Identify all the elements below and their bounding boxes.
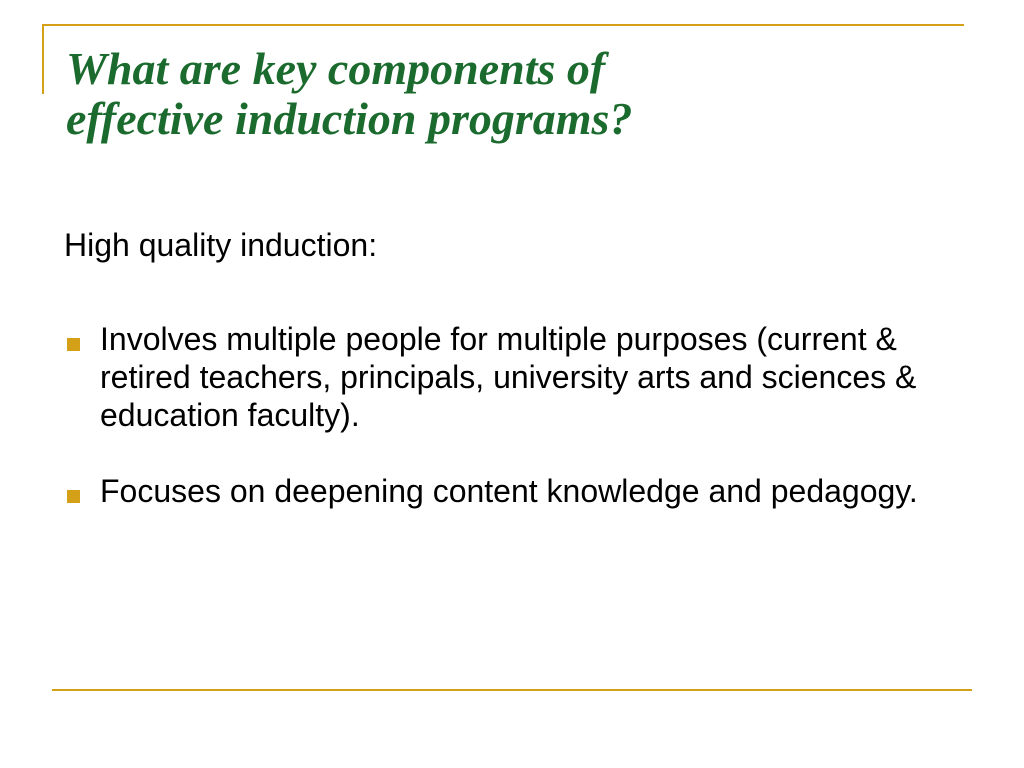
bullet-list bbox=[64, 320, 964, 548]
bottom-border-line bbox=[52, 689, 972, 691]
bullet-text: Involves multiple people for multiple purposes (current & retired teachers, principals, university arts and sciences & education faculty). bbox=[100, 321, 917, 433]
intro-text: High quality induction: bbox=[64, 227, 378, 263]
bullet-text: Focuses on deepening content knowledge and pedagogy. bbox=[100, 473, 918, 509]
top-border-line bbox=[42, 24, 964, 26]
slide-title: What are key components of effective induction programs? bbox=[66, 43, 633, 144]
square-bullet-icon bbox=[67, 490, 80, 503]
bullet-item-people bbox=[64, 320, 964, 434]
square-bullet-icon bbox=[67, 338, 80, 351]
left-border-line bbox=[42, 24, 44, 94]
bullet-item-content bbox=[64, 472, 964, 510]
